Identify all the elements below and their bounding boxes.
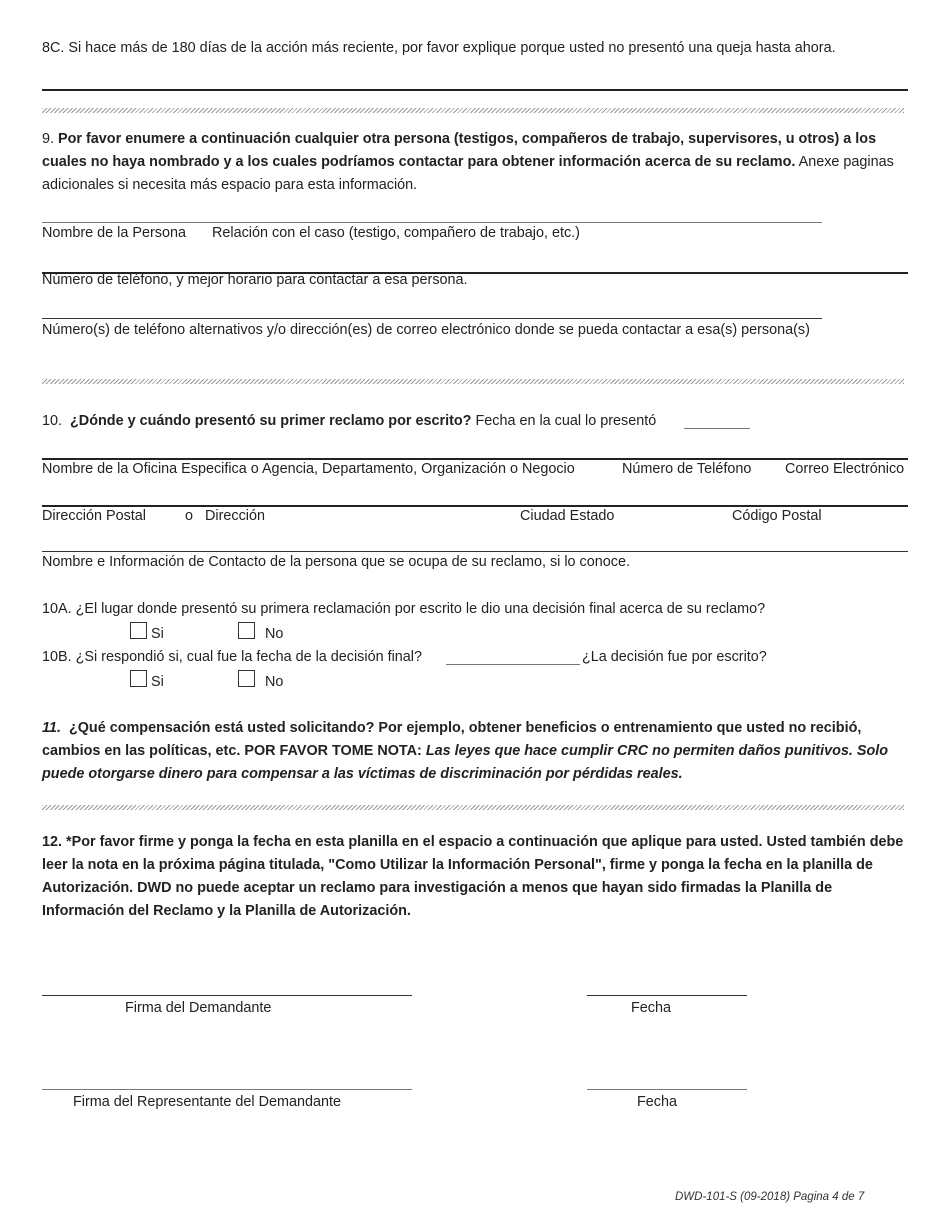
q10-label-postal: Dirección Postal <box>42 508 146 524</box>
q10a-no-checkbox[interactable] <box>238 622 255 639</box>
q10-label-email: Correo Electrónico <box>785 461 905 477</box>
date2-line[interactable] <box>587 1089 747 1090</box>
q9-label-name: Nombre de la Persona <box>42 225 186 241</box>
date1-line[interactable] <box>587 995 747 996</box>
q10a-yes-checkbox[interactable] <box>130 622 147 639</box>
date1-label: Fecha <box>631 1000 671 1016</box>
q10-label-address: Dirección <box>205 508 265 524</box>
q11-text <box>42 717 892 786</box>
q10a-yes-label: Si <box>151 626 164 642</box>
q10b-no-checkbox[interactable] <box>238 670 255 687</box>
representative-signature-label: Firma del Representante del Demandante <box>73 1094 341 1110</box>
section-divider <box>42 108 904 113</box>
q10a-text: 10A. ¿El lugar donde presentó su primera reclamación por escrito le dio una decisión final acerca de su reclamo? <box>42 601 766 617</box>
q10-label-o: o <box>185 508 194 524</box>
q10b-yes-label: Si <box>151 674 164 690</box>
q10-label-office: Nombre de la Oficina Especifica o Agencia, Departamento, Organización o Negocio <box>42 461 575 477</box>
q10b-date-line[interactable] <box>446 664 580 665</box>
q10-label-city-state: Ciudad Estado <box>520 508 615 524</box>
q11-bold-italic: Las leyes que hace cumplir CRC no permiten daños punitivos. Solo puede otorgarse dinero para compensar a las víctimas de discriminación por pérdidas reales. <box>42 743 889 782</box>
q11-number: 11. <box>42 720 61 736</box>
q9-rest: Anexe paginas adicionales si necesita más espacio para esta información. <box>42 154 894 193</box>
q8c-answer-line[interactable] <box>42 89 908 91</box>
q12-text: 12. *Por favor firme y ponga la fecha en esta planilla en el espacio a continuación que aplique para usted. Usted también debe leer la nota en la próxima página titulada, "Como Utilizar la Información Personal", firme y ponga la fecha en la planilla de Autorización. DWD no puede aceptar un reclamo para investigación a menos que hayan sido firmadas la Planilla de Información del Reclamo y la Planilla de Autorización. <box>42 834 904 919</box>
q10-label-phone: Número de Teléfono <box>622 461 752 477</box>
q10b-text: 10B. ¿Si respondió si, cual fue la fecha de la decisión final? <box>42 649 422 665</box>
q10b-yes-checkbox[interactable] <box>130 670 147 687</box>
q9-label-relation: Relación con el caso (testigo, compañero de trabajo, etc.) <box>212 225 580 241</box>
q10-date-line[interactable] <box>684 428 750 429</box>
q10b-text2: ¿La decisión fue por escrito? <box>582 649 767 665</box>
representative-signature-line[interactable] <box>42 1089 412 1090</box>
q10-number: 10. <box>42 413 63 429</box>
claimant-signature-line[interactable] <box>42 995 412 996</box>
q11-bold: ¿Qué compensación está usted solicitando? Por ejemplo, obtener beneficios o entrenamiento que usted no recibió, cambios en las políticas, etc. POR FAVOR TOME NOTA: <box>42 720 862 759</box>
q10-bold: ¿Dónde y cuándo presentó su primer reclamo por escrito? <box>70 413 472 429</box>
q10-label-zip: Código Postal <box>732 508 822 524</box>
section-divider <box>42 805 904 810</box>
q10a-no-label: No <box>265 626 284 642</box>
q8c-text: 8C. Si hace más de 180 días de la acción más reciente, por favor explique porque usted no presentó una queja hasta ahora. <box>42 40 836 56</box>
q9-number: 9. <box>42 131 55 147</box>
q10b-no-label: No <box>265 674 284 690</box>
page-footer: DWD-101-S (09-2018) Pagina 4 de 7 <box>675 1191 865 1203</box>
q9-bold: Por favor enumere a continuación cualquier otra persona (testigos, compañeros de trabajo, supervisores, u otros) a los cuales no haya nombrado y a los cuales podríamos contactar para obtener información acerca de su reclamo. <box>42 131 877 170</box>
q9-alt-line[interactable] <box>42 318 822 319</box>
section-divider <box>42 379 904 384</box>
q10-text <box>42 411 656 431</box>
q9-label-alt: Número(s) de teléfono alternativos y/o dirección(es) de correo electrónico donde se pueda contactar a esa(s) persona(s) <box>42 322 810 338</box>
claimant-signature-label: Firma del Demandante <box>125 1000 272 1016</box>
q10-date-label: Fecha en la cual lo presentó <box>475 413 657 429</box>
date2-label: Fecha <box>637 1094 677 1110</box>
q10-label-contact: Nombre e Información de Contacto de la persona que se ocupa de su reclamo, si lo conoce. <box>42 554 630 570</box>
q9-label-phone: Número de teléfono, y mejor horario para contactar a esa persona. <box>42 272 468 288</box>
q9-text <box>42 128 912 197</box>
